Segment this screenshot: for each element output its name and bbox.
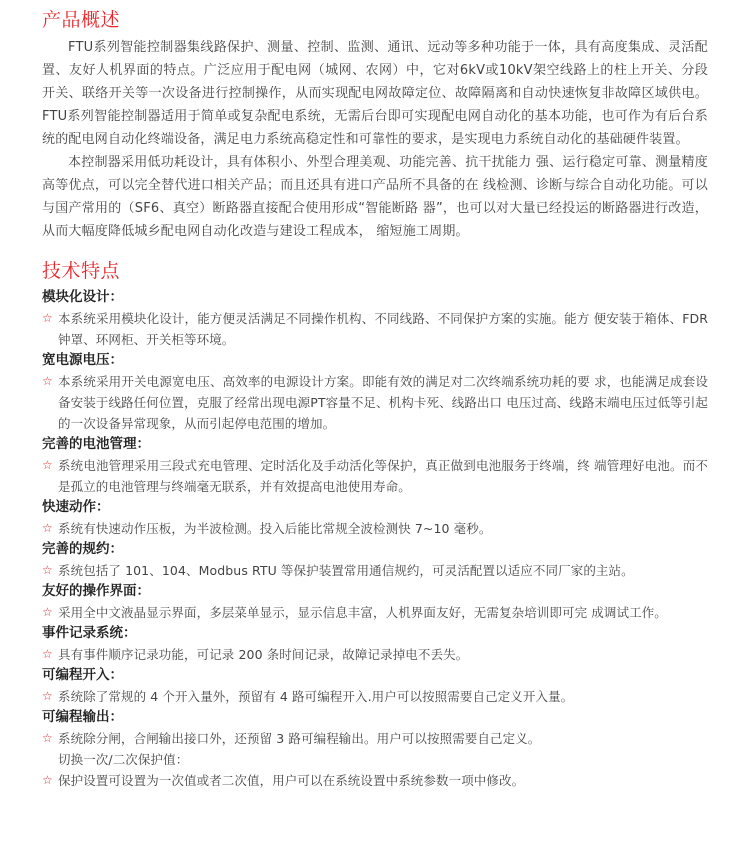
- feature-heading-prog-output: 可编程输出：: [42, 709, 123, 725]
- star-icon: ☆: [42, 458, 53, 472]
- overview-paragraph-2: 本控制器采用低功耗设计，具有体积小、外型合理美观、功能完善、抗干扰能力 强、运行稳定可靠、测量精度高等优点，可以完全替代进口相关产品；而且还具有进口产品所不具备的在 线检测、诊断与综合自动化功能。可以与国产常用的（SF6、真空）断路器直接配合使用形成“智能断路 器”，也可以对大量已经投运的断路器进行改造，从而大幅度降低城乡配电网自动化改造与建设工程成本， 缩短施工周期。: [42, 155, 708, 239]
- star-icon: ☆: [42, 311, 53, 325]
- star-icon: ☆: [42, 563, 53, 577]
- feature-heading-wide-voltage: 宽电源电压：: [42, 352, 123, 368]
- feature-heading-event-log: 事件记录系统：: [42, 625, 137, 641]
- feature-heading-modular: 模块化设计：: [42, 289, 123, 305]
- overview-paragraph-1: FTU系列智能控制器集线路保护、测量、控制、监测、通讯、远动等多种功能于一体，具有高度集成、灵活配置、友好人机界面的特点。广泛应用于配电网（城网、农网）中，它对6kV或10kV架空线路上的柱上开关、分段开关、联络开关等一次设备进行控制操作，从而实现配电网故障定位、故障隔离和自动快速恢复非故障区域供电。FTU系列智能控制器适用于简单或复杂配电系统，无需后台即可实现配电网自动化的基本功能，也可作为有后台系统的配电网自动化终端设备，满足电力系统高稳定性和可靠性的要求，是实现电力系统自动化的基础硬件装置。: [42, 40, 708, 147]
- feature-text-prog-input: [42, 686, 708, 707]
- star-icon: ☆: [42, 773, 53, 787]
- feature-list: [42, 287, 708, 791]
- feature-text: 本系统采用模块化设计，能方便灵活满足不同操作机构、不同线路、不同保护方案的实施。能方 便安装于箱体、FDR 钟罩、环网柜、开关柜等环境。: [58, 311, 708, 347]
- star-icon: ☆: [42, 689, 53, 703]
- feature-text: 保护设置可设置为一次值或者二次值，用户可以在系统设置中系统参数一项中修改。: [58, 773, 525, 788]
- feature-text-event-log: [42, 644, 708, 665]
- feature-text: 系统除了常规的 4 个开入量外，预留有 4 路可编程开入.用户可以按照需要自己定义开入量。: [58, 689, 574, 704]
- feature-text-protocols: [42, 560, 708, 581]
- section-title-overview: 产品概述: [42, 9, 121, 31]
- feature-text-wide-voltage: [42, 371, 708, 434]
- feature-text-fast-action: [42, 518, 708, 539]
- feature-text: 系统有快速动作压板，为半波检测。投入后能比常规全波检测快 7~10 毫秒。: [58, 521, 492, 536]
- feature-heading-fast-action: 快速动作：: [42, 499, 110, 515]
- feature-text-battery: [42, 455, 708, 497]
- section-title-features: 技术特点: [42, 260, 121, 282]
- star-icon: ☆: [42, 731, 53, 745]
- feature-text: 具有事件顺序记录功能，可记录 200 条时间记录，故障记录掉电不丢失。: [58, 647, 469, 662]
- feature-text-prog-output: [42, 728, 708, 749]
- feature-heading-protocols: 完善的规约：: [42, 541, 123, 557]
- feature-text: 系统除分闸，合闸输出接口外，还预留 3 路可编程输出。用户可以按照需要自己定义。: [58, 731, 541, 746]
- star-icon: ☆: [42, 374, 53, 388]
- feature-sub-label-switch: 切换一次/二次保护值：: [58, 752, 189, 767]
- feature-text: 系统包括了 101、104、Modbus RTU 等保护装置常用通信规约，可灵活配置以适应不同厂家的主站。: [58, 563, 634, 578]
- feature-heading-prog-input: 可编程开入：: [42, 667, 123, 683]
- feature-text-modular: [42, 308, 708, 350]
- star-icon: ☆: [42, 521, 53, 535]
- feature-text: 采用全中文液晶显示界面，多层菜单显示，显示信息丰富，人机界面友好，无需复杂培训即可完 成调试工作。: [58, 605, 667, 620]
- star-icon: ☆: [42, 647, 53, 661]
- feature-text-switch: [42, 770, 708, 791]
- star-icon: ☆: [42, 605, 53, 619]
- feature-text-interface: [42, 602, 708, 623]
- feature-text: 本系统采用开关电源宽电压、高效率的电源设计方案。即能有效的满足对二次终端系统功耗的要 求，也能满足成套设备安装于线路任何位置，克服了经常出现电源PT容量不足、机构卡死、线路出口 电压过高、线路末端电压过低等引起的一次设备异常现象，从而引起停电范围的增加。: [58, 374, 708, 431]
- feature-heading-battery: 完善的电池管理：: [42, 436, 150, 452]
- feature-heading-interface: 友好的操作界面：: [42, 583, 150, 599]
- feature-text: 系统电池管理采用三段式充电管理、定时活化及手动活化等保护，真正做到电池服务于终端，终 端管理好电池。而不是孤立的电池管理与终端毫无联系，并有效提高电池使用寿命。: [58, 458, 708, 494]
